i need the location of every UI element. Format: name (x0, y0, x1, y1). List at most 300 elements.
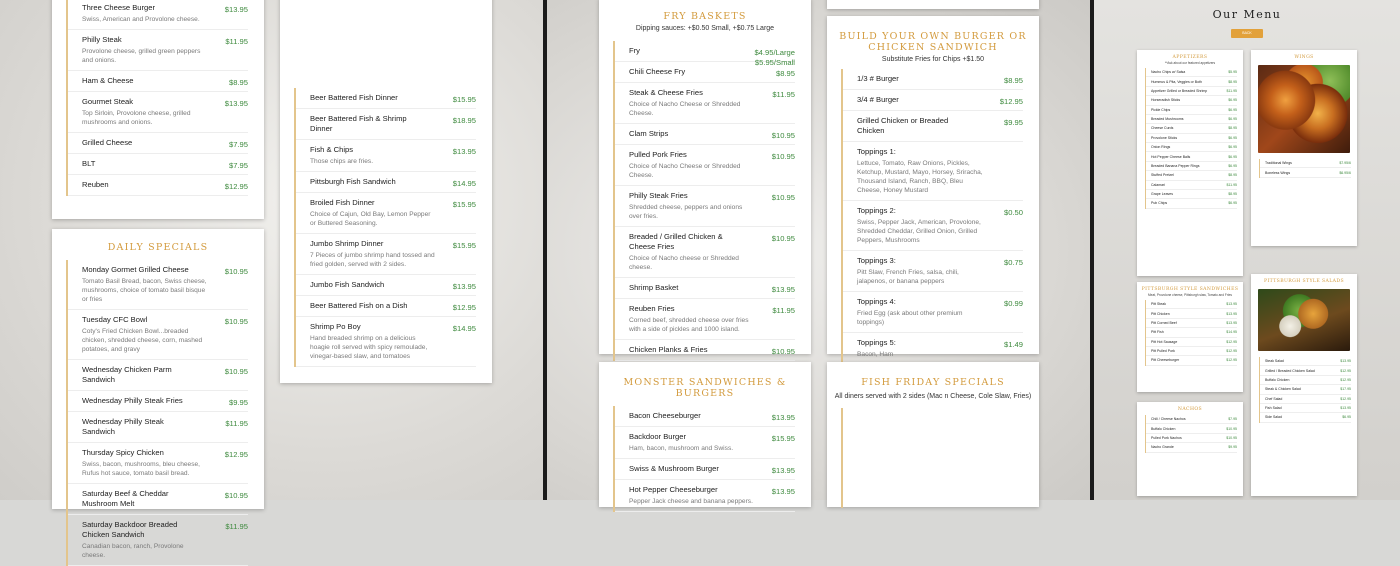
price-value: $15.95 (452, 241, 476, 250)
menu-item (615, 278, 795, 299)
sandwiches-list (66, 0, 248, 196)
mini-item-name: Boneless Wings (1265, 170, 1291, 175)
mini-item-name: Nacho Grande (1151, 445, 1174, 450)
menu-item-description: Swiss, American and Provolone cheese. (82, 16, 200, 23)
menu-item-description: Hand breaded shrimp on a delicious hoagie roll served with spicy remoulade, vinegar-based slaw, and tomatoes (310, 335, 428, 360)
mini-item-price: $8.95 (1228, 126, 1237, 131)
menu-item (615, 186, 795, 227)
menu-item-price (453, 282, 476, 292)
menu-item-price (772, 487, 795, 497)
menu-item-price (772, 131, 795, 141)
menu-item-price (776, 69, 795, 79)
menu-item-name: Beer Battered Fish on a Dish (310, 301, 408, 310)
menu-item-description: Bacon, Ham (857, 351, 894, 358)
mini-menu-item (1146, 181, 1237, 190)
menu-item (296, 296, 476, 317)
appetizers-mini-card (1137, 50, 1243, 276)
mini-item-name: Pitt Chicken (1151, 311, 1170, 316)
mini-item-price: $6.95 (1228, 135, 1237, 140)
menu-item-name: Ham & Cheese (82, 76, 134, 85)
price-value: $11.95 (225, 419, 248, 428)
menu-item-name: Toppings 5: (857, 338, 896, 347)
menu-item-description: Choice of Nacho Cheese or Shredded Cheese. (629, 101, 741, 117)
appetizers-title: APPETIZERS (1172, 55, 1208, 60)
menu-item (615, 406, 795, 427)
price-value: $9.95 (1003, 118, 1023, 127)
mini-item-name: Hummus & Pita, Veggies or Both (1151, 79, 1202, 84)
byo-card (827, 16, 1039, 358)
menu-item (615, 41, 795, 67)
mini-item-name: Buffalo Chicken (1265, 377, 1290, 382)
menu-item (68, 133, 248, 154)
salad-photo (1258, 289, 1350, 351)
mini-item-price: $12.95 (1226, 339, 1237, 344)
menu-item (843, 251, 1023, 292)
mini-menu-item (1146, 347, 1237, 356)
menu-item (68, 71, 248, 92)
menu-item (615, 427, 795, 459)
menu-item-price (453, 116, 476, 126)
menu-item-name: Reuben Fries (629, 304, 675, 313)
menu-item-price (1004, 299, 1023, 309)
menu-item-price (453, 147, 476, 157)
price-value: $13.95 (771, 413, 795, 422)
mini-menu-item (1146, 96, 1237, 105)
menu-item-name: Philly Steak Fries (629, 191, 688, 200)
menu-item-name: Saturday Backdoor Breaded Chicken Sandwich (82, 520, 178, 539)
mini-item-price: $13.95 (1226, 311, 1237, 316)
menu-item (615, 145, 795, 186)
mini-menu-item (1146, 68, 1237, 77)
menu-item-name: Monday Gormet Grilled Cheese (82, 265, 189, 274)
mini-item-price: $6.95 (1342, 415, 1351, 420)
menu-item-description: Shredded cheese, peppers and onions over fries. (629, 204, 743, 220)
mini-item-price: $7.95 (1228, 417, 1237, 422)
byo-title: BUILD YOUR OWN BURGER OR CHICKEN SANDWICH (839, 31, 1027, 53)
price-value: $15.95 (771, 434, 795, 443)
pgh-salads-list (1259, 357, 1351, 423)
mini-menu-item (1146, 309, 1237, 318)
menu-item (68, 515, 248, 566)
mini-menu-item (1146, 171, 1237, 180)
mini-item-price: $8.95 (1228, 173, 1237, 178)
monster-card (599, 362, 811, 507)
menu-item (296, 172, 476, 193)
menu-item (615, 83, 795, 124)
menu-item-price (772, 234, 795, 244)
mini-menu-item (1260, 385, 1351, 394)
price-value: $12.95 (224, 450, 248, 459)
menu-item-name: Chili Cheese Fry (629, 67, 686, 76)
price-value: $0.99 (1003, 299, 1023, 308)
mini-item-price: $12.95 (1226, 349, 1237, 354)
menu-item (843, 201, 1023, 251)
price-value: $0.50 (1003, 208, 1023, 217)
menu-item-price (453, 303, 476, 313)
menu-panel-left (0, 0, 543, 559)
menu-item-name: Grilled Chicken or Breaded Chicken (857, 116, 949, 135)
mini-menu-item (1146, 300, 1237, 309)
mini-item-name: Appetizer Grilled or Breaded Shrimp (1151, 88, 1208, 93)
daily-specials-card (52, 229, 264, 559)
fish-card (280, 0, 492, 383)
menu-item-name: Toppings 3: (857, 256, 896, 265)
menu-item-price (225, 182, 248, 192)
menu-item-name: Toppings 2: (857, 206, 896, 215)
menu-item-name: Wednesday Chicken Parm Sandwich (82, 365, 172, 384)
mini-item-name: Stuffed Pretzel (1151, 173, 1174, 178)
mini-menu-item (1260, 357, 1351, 366)
fish-friday-title: FISH FRIDAY SPECIALS (861, 377, 1005, 388)
menu-item (843, 292, 1023, 333)
mini-item-price: $13.95 (1340, 406, 1351, 411)
menu-item-description: Swiss, Pepper Jack, American, Provolone, Shredded Cheddar, Grilled Onion, Grilled Peppers, Mushrooms (857, 219, 981, 244)
menu-item-price (772, 347, 795, 357)
menu-item-price (453, 324, 476, 334)
price-value: $10.95 (224, 317, 248, 326)
mini-item-name: Calamari (1151, 182, 1166, 187)
mini-menu-item (1146, 328, 1237, 337)
menu-item-price (229, 398, 248, 408)
menu-item-price (225, 522, 248, 532)
mini-item-name: Pitt Fish (1151, 330, 1164, 335)
menu-item (296, 275, 476, 296)
price-value: $10.95 (224, 367, 248, 376)
price-value: $12.95 (224, 182, 248, 191)
price-value: $11.95 (225, 522, 248, 531)
menu-item-name: Hot Pepper Cheeseburger (629, 485, 718, 494)
mini-item-name: Pickle Chips (1151, 107, 1171, 112)
menu-item-price (772, 413, 795, 423)
menu-item-price (225, 367, 248, 377)
price-value: $13.95 (224, 99, 248, 108)
mini-item-name: Steak & Chicken Salad (1265, 387, 1301, 392)
price-value: $12.95 (452, 303, 476, 312)
price-value: $15.95 (452, 95, 476, 104)
fish-list (294, 88, 476, 367)
mini-menu-item (1146, 415, 1237, 424)
menu-item-name: Saturday Beef & Cheddar Mushroom Melt (82, 489, 169, 508)
mini-item-name: Pitt Pulled Pork (1151, 349, 1175, 354)
mini-item-price: $13.95 (1226, 302, 1237, 307)
menu-item (68, 391, 248, 412)
pgh-salads-title: PITTSBURGH STYLE SALADS (1263, 279, 1345, 284)
menu-item-price (1004, 208, 1023, 218)
price-value: $12.95 (999, 97, 1023, 106)
appetizers-list (1145, 68, 1237, 209)
menu-item-name: Tuesday CFC Bowl (82, 315, 148, 324)
menu-item-description: Pitt Slaw, French Fries, salsa, chili, jalapenos, or banana peppers (857, 269, 959, 285)
mini-item-price: $14.95 (1226, 330, 1237, 335)
price-value: $18.95 (452, 116, 476, 125)
price-value: $13.95 (452, 147, 476, 156)
price-value: $13.95 (452, 282, 476, 291)
menu-item-price (225, 5, 248, 15)
menu-item-name: Wednesday Philly Steak Sandwich (82, 417, 164, 436)
pgh-salads-mini-card (1251, 274, 1357, 496)
mini-item-name: Pitt Steak (1151, 302, 1166, 307)
mini-item-name: Chili / Cheese Nachos (1151, 417, 1186, 422)
monster-list (613, 406, 795, 512)
menu-item-price (225, 419, 248, 429)
wings-title: WINGS (1294, 55, 1314, 60)
menu-item-name: Breaded / Grilled Chicken & Cheese Fries (629, 232, 723, 251)
menu-item (843, 333, 1023, 365)
top-strip-card (827, 0, 1039, 9)
mini-menu-item (1260, 404, 1351, 413)
mini-item-price: $6.95 (1228, 145, 1237, 150)
mini-item-price: $17.95 (1340, 387, 1351, 392)
sandwiches-card (52, 0, 264, 219)
menu-item (615, 480, 795, 512)
menu-item-price (1004, 340, 1023, 350)
mini-menu-item (1146, 143, 1237, 152)
menu-item-price (1004, 76, 1023, 86)
mini-menu-item (1146, 77, 1237, 86)
price-value: $9.95 (228, 398, 248, 407)
menu-item-name: Wednesday Philly Steak Fries (82, 396, 183, 405)
mini-item-price: $6.95 (1228, 107, 1237, 112)
menu-item (615, 299, 795, 340)
menu-item-name: Gourmet Steak (82, 97, 134, 106)
menu-item-description: Corned beef, shredded cheese over fries with a side of pickles and 1000 island. (629, 317, 749, 333)
menu-item-description: Canadian bacon, ranch, Provolone cheese. (82, 543, 184, 559)
menu-item-price (225, 99, 248, 109)
mini-item-name: Steak Salad (1265, 359, 1284, 364)
mini-item-name: Pitt Cheeseburger (1151, 358, 1180, 363)
mini-menu-item (1260, 395, 1351, 404)
menu-item (296, 109, 476, 140)
menu-item (843, 69, 1023, 90)
mini-item-price: $6.95 (1228, 154, 1237, 159)
wings-photo (1258, 65, 1350, 153)
pgh-sandwiches-list (1145, 300, 1237, 366)
mini-menu-item (1146, 115, 1237, 124)
mini-menu-item (1146, 356, 1237, 365)
fish-friday-subtitle: All diners served with 2 sides (Mac n Cheese, Cole Slaw, Fries) (834, 393, 1032, 400)
fish-friday-card (827, 362, 1039, 507)
mini-item-price: $6.95 (1228, 163, 1237, 168)
menu-item-description: Lettuce, Tomato, Raw Onions, Pickles, Ketchup, Mustard, Mayo, Horsey, Sriracha, Thousand Island, Ranch, BBQ, Bleu Cheese, Honey Mustard (857, 160, 983, 194)
menu-item-price (229, 140, 248, 150)
menu-item-price (772, 193, 795, 203)
mini-item-name: Side Salad (1265, 415, 1282, 420)
menu-item-price (453, 179, 476, 189)
mini-item-name: Horseradish Sticks (1151, 98, 1181, 103)
menu-item-price (772, 434, 795, 444)
menu-item-price (772, 306, 795, 316)
appetizers-subtitle: **Ask about our featured appetizers (1164, 61, 1216, 65)
menu-item-price (772, 90, 795, 100)
fry-baskets-subtitle: Dipping sauces: +$0.50 Small, +$0.75 Large (635, 25, 775, 32)
nachos-list (1145, 415, 1237, 453)
price-value: $7.95 (228, 140, 248, 149)
menu-item (296, 317, 476, 367)
mini-menu-item (1146, 106, 1237, 115)
menu-item-description: Choice of Cajun, Old Bay, Lemon Pepper or Buttered Seasoning. (310, 211, 431, 227)
fry-baskets-title: FRY BASKETS (663, 11, 747, 22)
menu-item-price (453, 200, 476, 210)
mini-menu-item (1146, 434, 1237, 443)
mini-item-name: Pulled Pork Nachos (1151, 435, 1182, 440)
menu-item-price (453, 241, 476, 251)
menu-item-description: Tomato Basil Bread, bacon, Swiss cheese, mushrooms, choice of tomato basil bisque or fries (82, 278, 207, 303)
menu-item (615, 227, 795, 278)
mini-item-price: $8.95 (1228, 79, 1237, 84)
mini-item-name: Cheese Curds (1151, 126, 1174, 131)
mini-item-name: Pitt Hot Sausage (1151, 339, 1178, 344)
mini-item-price: $10.95 (1226, 435, 1237, 440)
menu-item-name: Pulled Pork Fries (629, 150, 687, 159)
nachos-mini-card (1137, 402, 1243, 496)
menu-item (296, 140, 476, 172)
nachos-title: NACHOS (1177, 407, 1203, 412)
fish-friday-list (841, 408, 1023, 508)
menu-item-description: Provolone cheese, grilled green peppers and onions. (82, 48, 201, 64)
mini-item-name: Fish Salad (1265, 406, 1282, 411)
menu-item-name: Fish & Chips (310, 145, 354, 154)
mini-item-price: $13.95 (1340, 359, 1351, 364)
menu-item-name: Jumbo Fish Sandwich (310, 280, 385, 289)
menu-item (843, 90, 1023, 111)
price-value: $15.95 (452, 200, 476, 209)
menu-item-price (225, 491, 248, 501)
menu-item-name: Philly Steak (82, 35, 122, 44)
price-value: $8.95 (1003, 76, 1023, 85)
price-value: $10.95 (224, 267, 248, 276)
mini-item-price: $7.95/6 (1339, 161, 1351, 166)
mini-item-name: Grilled / Breaded Chicken Salad (1265, 368, 1315, 373)
menu-item-name: Fry (629, 46, 640, 55)
menu-item-price (772, 466, 795, 476)
mini-item-price: $8.95 (1228, 192, 1237, 197)
menu-item (68, 0, 248, 30)
menu-item-description: 7 Pieces of jumbo shrimp hand tossed and fried golden, served with 2 sides. (310, 252, 435, 268)
mini-item-price: $13.95 (1226, 320, 1237, 325)
price-value: $10.95 (771, 347, 795, 356)
menu-item-name: Shrimp Po Boy (310, 322, 361, 331)
price-value: $10.95 (771, 234, 795, 243)
mini-menu-item (1146, 338, 1237, 347)
mini-menu-item (1146, 152, 1237, 161)
mini-item-name: Traditional Wings (1265, 161, 1292, 166)
mini-item-name: Nacho Chips w/ Salsa (1151, 70, 1186, 75)
mini-item-name: Chef Salad (1265, 396, 1283, 401)
menu-item-name: Bacon Cheeseburger (629, 411, 701, 420)
menu-item (843, 111, 1023, 142)
menu-item (296, 88, 476, 109)
monster-title: MONSTER SANDWICHES & BURGERS (623, 377, 787, 399)
fry-baskets-card (599, 0, 811, 354)
menu-item-price (229, 161, 248, 171)
menu-item-description: Coty's Fried Chicken Bowl...breaded chicken, shredded cheese, corn, mashed potatoes, and gravy (82, 328, 203, 353)
menu-item-description: Choice of Nacho Cheese or Shredded Cheese. (629, 163, 741, 179)
mini-item-name: Pitt Corned Beef (1151, 320, 1177, 325)
menu-item (68, 260, 248, 310)
menu-item-price (772, 285, 795, 295)
daily-specials-title: DAILY SPECIALS (107, 242, 209, 253)
mini-menu-item (1146, 162, 1237, 171)
mini-item-price: $5.95 (1228, 70, 1237, 75)
menu-item (68, 30, 248, 71)
menu-item-name: Steak & Cheese Fries (629, 88, 703, 97)
price-value: $13.95 (224, 5, 248, 14)
menu-item (68, 443, 248, 484)
menu-item (615, 62, 795, 83)
mini-menu-item (1146, 134, 1237, 143)
price-value: $8.95 (228, 78, 248, 87)
menu-item-price (1000, 97, 1023, 107)
menu-item-name: Chicken Planks & Fries (629, 345, 708, 354)
menu-item-name: Three Cheese Burger (82, 3, 156, 12)
mini-menu-item (1260, 366, 1351, 375)
menu-item-name: Grilled Cheese (82, 138, 133, 147)
menu-panel-middle (547, 0, 1090, 505)
menu-item-price (453, 95, 476, 105)
byo-list (841, 69, 1023, 365)
mini-item-price: $12.95 (1340, 396, 1351, 401)
price-value: $11.95 (772, 306, 795, 315)
menu-item (615, 340, 795, 361)
our-menu-heading: Our Menu (1212, 8, 1282, 21)
menu-item-price (225, 37, 248, 47)
mini-item-price: $11.95 (1226, 182, 1237, 187)
daily-specials-list (66, 260, 248, 566)
price-value: $4.95/Large (754, 48, 795, 57)
menu-item (68, 175, 248, 196)
menu-item-name: Reuben (82, 180, 109, 189)
menu-item (843, 142, 1023, 201)
price-value: $8.95 (775, 69, 795, 78)
mini-item-price: $6.95 (1228, 201, 1237, 206)
menu-item-description: Those chips are fries. (310, 158, 374, 165)
menu-item (68, 92, 248, 133)
back-button[interactable]: BACK (1231, 29, 1263, 38)
wings-mini-card (1251, 50, 1357, 246)
menu-item-name: Toppings 4: (857, 297, 896, 306)
menu-item-name: 1/3 # Burger (857, 74, 899, 83)
mini-menu-item (1146, 424, 1237, 433)
menu-item-description: Choice of Nacho cheese or Shredded cheese. (629, 255, 739, 271)
menu-item-name: 3/4 # Burger (857, 95, 899, 104)
menu-item-name: Broiled Fish Dinner (310, 198, 375, 207)
menu-item-description: Fried Egg (ask about other premium toppings) (857, 310, 963, 326)
price-value: $13.95 (771, 487, 795, 496)
menu-item-name: Backdoor Burger (629, 432, 686, 441)
mini-item-price: $12.95 (1340, 368, 1351, 373)
mini-menu-item (1260, 413, 1351, 422)
menu-item-price (229, 78, 248, 88)
mini-item-price: $12.95 (1340, 377, 1351, 382)
menu-item-name: Beer Battered Fish & Shrimp Dinner (310, 114, 407, 133)
menu-item-price (225, 450, 248, 460)
mini-item-name: Grape Leaves (1151, 192, 1173, 197)
menu-item-price (225, 267, 248, 277)
price-value: $10.95 (771, 193, 795, 202)
mini-item-name: Breaded Banana Pepper Rings (1151, 163, 1200, 168)
pgh-sandwiches-mini-card (1137, 282, 1243, 392)
mini-item-name: Buffalo Chicken (1151, 426, 1176, 431)
menu-item-price (1004, 258, 1023, 268)
mini-menu-item (1146, 443, 1237, 452)
price-value: $1.49 (1003, 340, 1023, 349)
menu-item-name: Shrimp Basket (629, 283, 679, 292)
mini-item-name: Hot Pepper Cheese Balls (1151, 154, 1191, 159)
mini-item-price: $10.95 (1226, 426, 1237, 431)
price-value: $0.75 (1003, 258, 1023, 267)
price-value: $10.95 (224, 491, 248, 500)
mini-menu-item (1146, 199, 1237, 208)
